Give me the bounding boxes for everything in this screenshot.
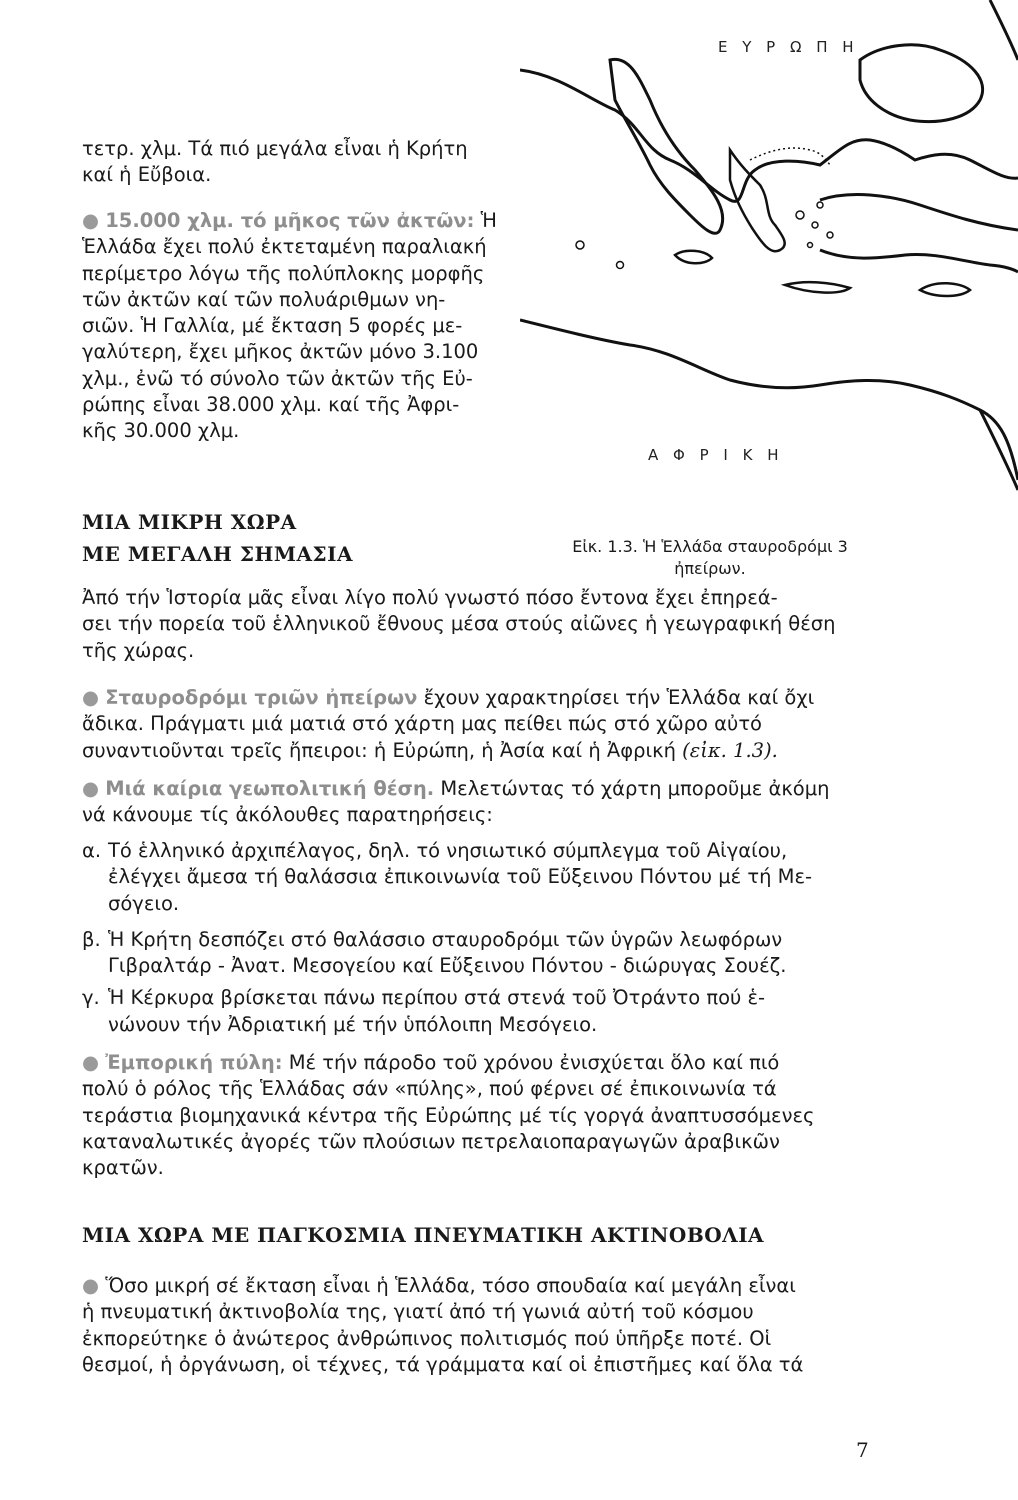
crossroads-line-1-rest: ἔχουν χαρακτηρίσει τήν Ἑλλάδα καί ὄχι: [423, 686, 815, 709]
section-heading-line-2: ΜΕ ΜΕΓΑΛΗ ΣΗΜΑΣΙΑ: [82, 542, 354, 566]
observation-line: Ἡ Κρήτη δεσπόζει στό θαλάσσιο σταυροδρόμι τῶν ὑγρῶν λεωφόρων: [108, 927, 783, 951]
coast-heading: 15.000 χλμ. τό μῆκος τῶν ἀκτῶν:: [105, 209, 475, 232]
map-caption: [540, 536, 880, 580]
coast-line: χλμ., ἐνῶ τό σύνολο τῶν ἀκτῶν τῆς Εὐ-: [82, 366, 473, 390]
observation-marker: β.: [82, 927, 101, 951]
spirit-line: θεσμοί, ἡ ὀργάνωση, οἱ τέχνες, τά γράμματα καί οἱ ἐπιστῆμες καί ὅλα τά: [82, 1352, 804, 1376]
coast-line: τῶν ἀκτῶν καί τῶν πολυάριθμων νη-: [82, 287, 446, 311]
crossroads-paragraph: [82, 685, 942, 764]
figure-reference: (εἰκ. 1.3).: [682, 738, 778, 762]
gate-line: πολύ ὁ ρόλος τῆς Ἑλλάδας σάν «πύλης», πού φέρνει σέ ἐπικοινωνία τά: [82, 1077, 777, 1101]
gate-line: κρατῶν.: [82, 1156, 164, 1180]
coast-line: ρώπης εἶναι 38.000 χλμ. καί τῆς Ἀφρι-: [82, 393, 460, 417]
bullet-icon: ●: [82, 1051, 100, 1074]
history-line: Ἀπό τήν Ἱστορία μᾶς εἶναι λίγο πολύ γνωστό πόσο ἔντονα ἔχει ἐπηρεά-: [82, 586, 778, 609]
geo-line-2: νά κάνουμε τίς ἀκόλουθες παρατηρήσεις:: [82, 803, 493, 827]
observation-line: ἐλέγχει ἄμεσα τή θαλάσσια ἐπικοινωνία τοῦ Εὔξεινου Πόντου μέ τή Με-: [108, 865, 813, 889]
spirit-line: ἡ πνευματική ἀκτινοβολία της, γιατί ἀπό τή γωνιά αὐτή τοῦ κόσμου: [82, 1300, 754, 1324]
africa-label: Α Φ Ρ Ι Κ Η: [648, 446, 784, 464]
section-heading-line: ΜΙΑ ΧΩΡΑ ΜΕ ΠΑΓΚΟΣΜΙΑ ΠΝΕΥΜΑΤΙΚΗ ΑΚΤΙΝΟΒΟΛΙΑ: [82, 1223, 765, 1247]
crossroads-line-2: ἄδικα. Πράγματι μιά ματιά στό χάρτη μας πείθει πώς στό χῶρο αὐτό: [82, 712, 762, 736]
observation-line: σόγειο.: [108, 891, 180, 915]
observations-list: [82, 838, 942, 1038]
map-caption-line-1: Εἰκ. 1.3. Ἡ Ἑλλάδα σταυροδρόμι 3: [572, 537, 848, 556]
observation-line: Γιβραλτάρ - Ἀνατ. Μεσογείου καί Εὔξεινου Πόντου - διώρυγας Σουέζ.: [108, 954, 787, 978]
coast-line: σιῶν. Ἡ Γαλλία, μέ ἔκταση 5 φορές με-: [82, 314, 463, 338]
spiritual-paragraph: [82, 1273, 942, 1378]
observation-line: νώνουν τήν Ἀδριατική μέ τήν ὑπόλοιπη Μεσόγειο.: [108, 1012, 598, 1036]
observation-item: [82, 838, 942, 917]
spirit-line: ἐκπορεύτηκε ὁ ἀνώτερος ἀνθρώπινος πολιτισμός πού ὑπῆρξε ποτέ. Οἱ: [82, 1326, 772, 1350]
observation-line: Τό ἑλληνικό ἀρχιπέλαγος, δηλ. τό νησιωτικό σύμπλεγμα τοῦ Αἰγαίου,: [108, 839, 788, 862]
geo-line-1: [82, 776, 942, 802]
observation-line: Ἡ Κέρκυρα βρίσκεται πάνω περίπου στά στενά τοῦ Ὀτράντο πού ἑ-: [108, 986, 766, 1010]
coast-line: περίμετρο λόγω τῆς πολύπλοκης μορφῆς: [82, 261, 485, 285]
observation-item: [82, 927, 942, 980]
bullet-icon: ●: [82, 777, 100, 800]
page-number: 7: [856, 1438, 869, 1462]
history-paragraph: [82, 585, 942, 664]
geo-line-1-rest: Μελετώντας τό χάρτη μποροῦμε ἀκόμη: [440, 777, 830, 800]
coast-paragraph: [82, 208, 512, 445]
gate-line: τεράστια βιομηχανικά κέντρα τῆς Εὐρώπης μέ τίς γοργά ἀναπτυσσόμενες: [82, 1103, 815, 1127]
crossroads-line-3: [82, 738, 942, 764]
coast-line-1: [82, 208, 512, 234]
intro-block: [82, 136, 512, 189]
section-heading-small-country: [82, 509, 353, 567]
geopolitical-paragraph: [82, 776, 942, 829]
intro-line-2: καί ἡ Εὔβοια.: [82, 163, 212, 187]
map-figure: [520, 0, 1018, 520]
gate-line: καταναλωτικές ἀγορές τῶν πλούσιων πετρελαιοπαραγωγῶν ἀραβικῶν: [82, 1129, 780, 1153]
observation-marker: γ.: [82, 986, 100, 1010]
trade-gate-paragraph: [82, 1050, 942, 1181]
gate-line-1: [82, 1050, 942, 1076]
crossroads-heading: Σταυροδρόμι τριῶν ἠπείρων: [105, 686, 418, 709]
europe-label: Ε Υ Ρ Ω Π Η: [718, 38, 859, 56]
bullet-icon: ●: [82, 1274, 100, 1297]
intro-line-1: τετρ. χλμ. Τά πιό μεγάλα εἶναι ἡ Κρήτη: [82, 137, 468, 160]
coast-line: γαλύτερη, ἔχει μῆκος ἀκτῶν μόνο 3.100: [82, 340, 479, 364]
coast-line: κῆς 30.000 χλμ.: [82, 419, 240, 443]
history-line: τῆς χώρας.: [82, 638, 195, 662]
history-line: σει τήν πορεία τοῦ ἑλληνικοῦ ἔθνους μέσα στούς αἰῶνες ἡ γεωγραφική θέση: [82, 612, 836, 636]
mediterranean-map: [520, 0, 1018, 520]
spirit-line-1: [82, 1273, 942, 1299]
map-caption-line-2: ἠπείρων.: [674, 559, 746, 578]
gate-line-1-rest: Μέ τήν πάροδο τοῦ χρόνου ἐνισχύεται ὅλο καί πιό: [288, 1051, 780, 1074]
crossroads-line-1: [82, 685, 942, 711]
observation-marker: α.: [82, 839, 102, 862]
observation-item: [82, 985, 942, 1038]
spirit-line-1-text: Ὅσο μικρή σέ ἔκταση εἶναι ἡ Ἑλλάδα, τόσο σπουδαία καί μεγάλη εἶναι: [105, 1274, 796, 1297]
bullet-icon: ●: [82, 209, 100, 232]
section-heading-line-1: ΜΙΑ ΜΙΚΡΗ ΧΩΡΑ: [82, 510, 297, 534]
bullet-icon: ●: [82, 686, 100, 709]
geo-heading: Μιά καίρια γεωπολιτική θέση.: [105, 777, 435, 800]
coast-line: Ἑλλάδα ἔχει πολύ ἐκτεταμένη παραλιακή: [82, 235, 487, 259]
coast-line-1-rest: Ἡ: [480, 209, 497, 232]
section-heading-spiritual: [82, 1222, 764, 1248]
crossroads-line-3-start: συναντιοῦνται τρεῖς ἤπειροι: ἡ Εὐρώπη, ἡ Ἀσία καί ἡ Ἀφρική: [82, 738, 676, 762]
gate-heading: Ἐμπορική πύλη:: [105, 1051, 283, 1074]
